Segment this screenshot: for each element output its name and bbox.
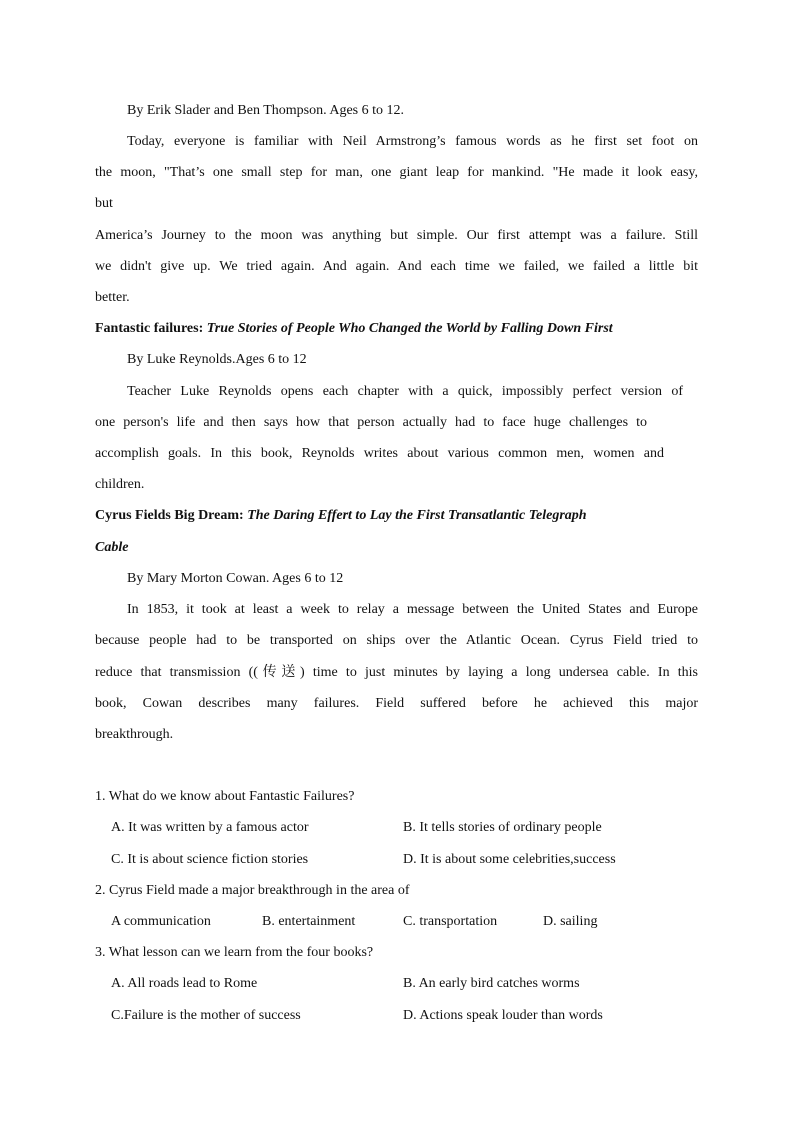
book1-byline: By Erik Slader and Ben Thompson. Ages 6 to 12.	[127, 103, 404, 118]
question-option: D. sailing	[543, 914, 598, 929]
book1-para-line: the moon, "That’s one small step for man, one giant leap for mankind. "He made it look easy,	[95, 165, 698, 180]
book3-title	[95, 507, 587, 525]
book1-para-line: but	[95, 196, 113, 211]
book1-para-line: America’s Journey to the moon was anything but simple. Our first attempt was a failure. Still	[95, 228, 698, 243]
question-option: A. All roads lead to Rome	[111, 976, 258, 991]
book3-title-main: Cyrus Fields Big Dream:	[95, 508, 248, 523]
book3-para-line: book, Cowan describes many failures. Field suffered before he achieved this major	[95, 696, 698, 711]
book3-title-italic: Cable	[95, 540, 129, 555]
book2-title-italic: True Stories of People Who Changed the World by Falling Down First	[206, 321, 613, 336]
question-stem: 2. Cyrus Field made a major breakthrough in the area of	[95, 883, 410, 898]
book3-title-continued	[95, 539, 128, 557]
question-option: A communication	[111, 914, 211, 929]
question-option: C.Failure is the mother of success	[111, 1008, 301, 1023]
question-option: C. transportation	[403, 914, 498, 929]
book3-para-line: In 1853, it took at least a week to relay a message between the United States and Europe	[127, 602, 698, 617]
book2-byline: By Luke Reynolds.Ages 6 to 12	[127, 352, 307, 367]
question-stem: 1. What do we know about Fantastic Failures?	[95, 789, 355, 804]
question-option: C. It is about science fiction stories	[111, 852, 309, 867]
book1-para-line: we didn't give up. We tried again. And again. And each time we failed, we failed a little bit	[95, 259, 698, 274]
book3-para-line: because people had to be transported on ships over the Atlantic Ocean. Cyrus Field tried to	[95, 633, 698, 648]
question-option: B. It tells stories of ordinary people	[403, 820, 602, 835]
book3-para-line: breakthrough.	[95, 727, 174, 742]
book3-title-italic: The Daring Effert to Lay the First Transatlantic Telegraph	[247, 508, 587, 523]
book2-para-line: accomplish goals. In this book, Reynolds writes about various common men, women and	[95, 446, 664, 461]
question-stem: 3. What lesson can we learn from the four books?	[95, 945, 374, 960]
question-option: D. Actions speak louder than words	[403, 1008, 603, 1023]
book2-para-line: children.	[95, 477, 145, 492]
question-option: B. An early bird catches worms	[403, 976, 580, 991]
book1-para-line: better.	[95, 290, 130, 305]
question-option: B. entertainment	[262, 914, 356, 929]
book3-para-line: reduce that transmission ((传送) time to just minutes by laying a long undersea cable. In this	[95, 665, 698, 680]
book3-byline: By Mary Morton Cowan. Ages 6 to 12	[127, 571, 344, 586]
book2-title	[95, 320, 613, 338]
book1-para-line: Today, everyone is familiar with Neil Armstrong’s famous words as he first set foot on	[127, 134, 698, 149]
book2-para-line: one person's life and then says how that person actually had to face huge challenges to	[95, 415, 647, 430]
book2-para-line: Teacher Luke Reynolds opens each chapter with a quick, impossibly perfect version of	[127, 384, 683, 399]
book2-title-main: Fantastic failures:	[95, 321, 207, 336]
question-option: D. It is about some celebrities,success	[403, 852, 616, 867]
question-option: A. It was written by a famous actor	[111, 820, 309, 835]
